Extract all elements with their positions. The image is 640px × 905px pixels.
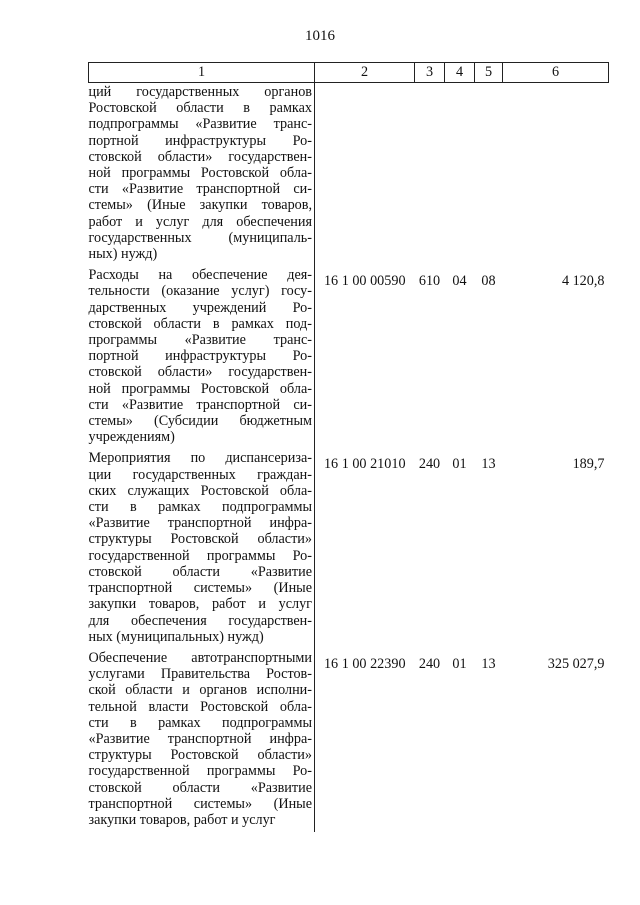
row-amount: 325 027,9	[547, 655, 605, 672]
description-line: «Развитие транспортной инфра-	[88, 730, 312, 747]
description-line: стемы» (Субсидии бюджетным	[88, 413, 312, 430]
description-line: стовской области в рамках под-	[88, 315, 312, 332]
description-line: ской области и органов исполни-	[88, 682, 312, 699]
description-line: ских служащих Ростовской обла-	[88, 482, 312, 499]
description-line: портной инфраструктуры Ро-	[88, 348, 312, 365]
table-header	[89, 63, 609, 83]
description-line: дарственных учреждений Ро-	[88, 299, 312, 316]
description-line: подпрограммы «Развитие транс-	[88, 116, 312, 133]
header-col-1: 1	[89, 63, 315, 83]
description-line: работ и услуг для обеспечения	[88, 213, 312, 230]
description-line: закупки товаров, работ и услуг	[88, 596, 312, 613]
budget-table	[88, 62, 609, 832]
row-subsection: 13	[481, 655, 496, 672]
description-line: тельности (оказание услуг) госу-	[88, 283, 312, 300]
description-line: портной инфраструктуры Ро-	[88, 132, 312, 149]
description-line: сти в рамках подпрограммы	[88, 714, 312, 731]
row-subsection	[475, 83, 503, 267]
row-code: 16 1 00 22390	[315, 649, 415, 832]
row-section: 01	[452, 456, 467, 473]
description-line: для обеспечения государствен-	[88, 612, 312, 629]
description-line: учреждениям)	[88, 429, 175, 446]
description-line: тельной власти Ростовской обла-	[88, 698, 312, 715]
row-amount: 4 120,8	[561, 273, 605, 290]
description-line: закупки товаров, работ и услуг	[88, 811, 276, 828]
description-line: Ростовской области в рамках	[88, 100, 312, 117]
description-line: государственной программы Ро-	[88, 763, 312, 780]
table-row	[89, 449, 609, 648]
description-line: услугами Правительства Ростов-	[88, 666, 312, 683]
table-row	[89, 266, 609, 449]
header-col-6: 6	[503, 63, 609, 83]
description-line: ций государственных органов	[88, 84, 312, 100]
row-subsection: 08	[481, 273, 496, 290]
row-subsection: 13	[481, 456, 496, 473]
row-description	[89, 649, 315, 832]
description-line: стовской области «Развитие	[88, 779, 312, 796]
row-description	[89, 83, 315, 267]
description-line: ной программы Ростовской обла-	[88, 380, 312, 397]
description-line: Расходы на обеспечение дея-	[88, 267, 312, 284]
row-expense-type: 240	[418, 456, 441, 473]
description-line: ции государственных граждан-	[88, 466, 312, 483]
description-line: сти «Развитие транспортной си-	[88, 396, 312, 413]
description-line: Мероприятия по диспансериза-	[88, 450, 312, 467]
description-line: структуры Ростовской области»	[88, 747, 312, 764]
description-line: стовской области «Развитие	[88, 563, 312, 580]
description-line: программы «Развитие транс-	[88, 332, 312, 349]
row-amount	[503, 83, 609, 267]
description-line: структуры Ростовской области»	[88, 531, 312, 548]
row-section: 01	[452, 655, 467, 672]
table-row	[89, 83, 609, 267]
description-line: «Развитие транспортной инфра-	[88, 515, 312, 532]
description-line: стемы» (Иные закупки товаров,	[88, 197, 312, 214]
row-code: 16 1 00 21010	[315, 449, 415, 648]
description-line: ных) нужд)	[88, 246, 158, 263]
description-line: сти в рамках подпрограммы	[88, 499, 312, 516]
page-number: 1016	[305, 28, 335, 44]
header-col-3: 3	[415, 63, 445, 83]
description-line: транспортной системы» (Иные	[88, 580, 312, 597]
description-line: Обеспечение автотранспортными	[88, 649, 312, 666]
description-line: государственных (муниципаль-	[88, 229, 312, 246]
row-description	[89, 449, 315, 648]
description-line: транспортной системы» (Иные	[88, 795, 312, 812]
description-line: ных (муниципальных) нужд)	[88, 628, 264, 645]
description-line: ной программы Ростовской обла-	[88, 165, 312, 182]
description-line: стовской области» государствен-	[88, 148, 312, 165]
row-code: 16 1 00 00590	[315, 266, 415, 449]
row-section	[445, 83, 475, 267]
row-section: 04	[452, 273, 467, 290]
header-col-5: 5	[475, 63, 503, 83]
description-line: стовской области» государствен-	[88, 364, 312, 381]
description-line: государственной программы Ро-	[88, 547, 312, 564]
row-expense-type	[415, 83, 445, 267]
row-expense-type: 610	[418, 273, 441, 290]
row-description	[89, 266, 315, 449]
row-amount: 189,7	[572, 456, 605, 473]
table-row	[89, 649, 609, 832]
row-code	[315, 83, 415, 267]
header-col-2: 2	[315, 63, 415, 83]
header-col-4: 4	[445, 63, 475, 83]
table-body	[89, 83, 609, 833]
description-line: сти «Развитие транспортной си-	[88, 181, 312, 198]
row-expense-type: 240	[418, 655, 441, 672]
